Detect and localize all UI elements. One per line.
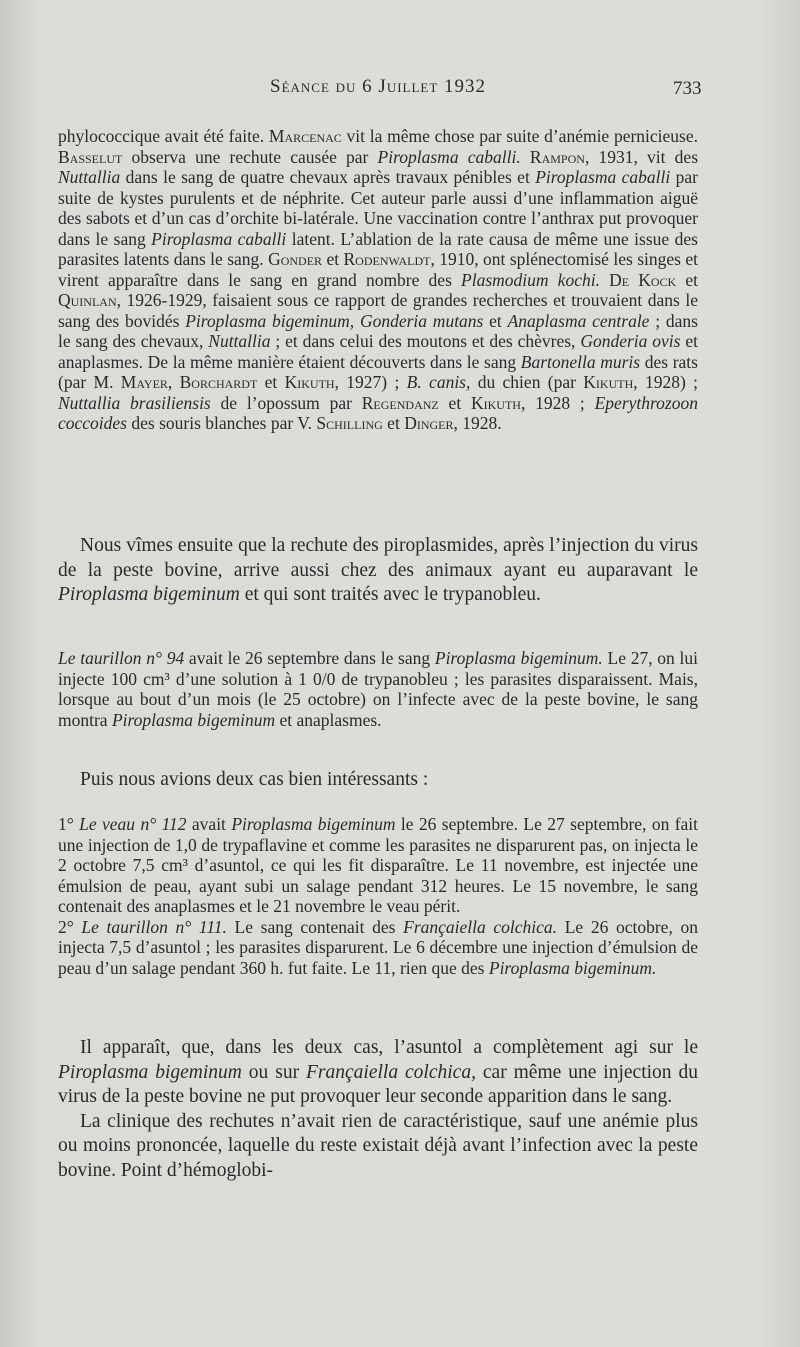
species-name: Piroplasma bigeminum. <box>434 648 603 668</box>
species-name: Nuttallia brasiliensis <box>58 392 211 413</box>
paragraph-clinique: La clinique des rechutes n’avait rien de caractéristique, sauf une anémie plus ou moins prononcée, laquelle du reste existait déjà avant l’infection avec la peste bovine. Point d’hémoglobi- <box>58 1110 698 1181</box>
case-label: Le taurillon n° 111. <box>81 916 227 937</box>
species-name: Piroplasma bigeminum <box>58 584 240 605</box>
paragraph-literature-review <box>58 126 698 434</box>
paragraph-text: phylococcique avait été faite. Marcenac vit la même chose par suite d’anémie pernicieuse. Basselut observa une rechute causée par Piroplasma caballi. Rampon, 1931, vit des Nuttallia dans le sang de quatre chevaux après travaux pénibles et Piroplasma caballi par suite de kystes purulents et de néphrite. Cet auteur parle aussi d’une inflammation aiguë des sabots et d’un cas d’orchite bi-latérale. Une vaccination contre l’anthrax put provoquer dans le sang Piroplasma caballi latent. L’ablation de la rate causa de même une issue des parasites latents dans le sang. Gonder et Rodenwaldt, 1910, ont splénectomisé les singes et virent apparaître dans le sang en grand nombre des Plasmodium kochi. De Kock et Quinlan, 1926-1929, faisaient sous ce rapport de grandes recherches et trouvaient dans le sang des bovidés Piroplasma bigeminum, Gonderia mutans et Anaplasma centrale ; dans le sang des chevaux, Nuttallia ; et dans celui des moutons et des chèvres, Gonderia ovis et anaplasmes. De la même manière étaient découverts dans le sang Bartonella muris des rats (par M. Mayer, Borchardt et Kikuth, 1927) ; B. canis, du chien (par Kikuth, 1928) ; Nuttallia brasiliensis de l’opossum par Regendanz et Kikuth, 1928 ; Eperythrozoon coccoides des souris blanches par V. Schilling et Dinger, 1928. <box>58 126 699 433</box>
species-name: Anaplasma centrale <box>507 310 650 331</box>
author-name: Rampon <box>529 146 585 167</box>
author-name: Borchardt <box>179 372 258 392</box>
paragraph-text: Puis nous avions deux cas bien intéressants : <box>80 769 429 790</box>
author-name: Kikuth <box>583 372 634 392</box>
running-title: Séance du 6 Juillet 1932 <box>270 76 487 97</box>
species-name: Piroplasma caballi <box>535 167 671 187</box>
paragraph-text: Le taurillon n° 94 avait le 26 septembre dans le sang Piroplasma bigeminum. Le 27, on lui injecte 100 cm³ d’une solution à 1 0/0 de trypanobleu ; les parasites disparaissent. Mais, lorsque au bout d’un mois (le 25 octobre) on l’infecte avec de la peste bovine, le sang montra Piroplasma bigeminum et anaplasmes. <box>58 648 699 730</box>
species-name: Piroplasma bigeminum <box>58 1061 242 1083</box>
species-name: Plasmodium kochi. <box>461 269 600 290</box>
author-name: Kikuth <box>470 392 521 413</box>
running-header <box>0 76 800 106</box>
species-name: Piroplasma bigeminum <box>111 709 276 730</box>
species-name: Françaiella colchica, <box>306 1061 476 1083</box>
conclusion-section <box>58 1036 698 1183</box>
species-name: Piroplasma caballi. <box>377 146 521 167</box>
species-name: Piroplasma bigeminum. <box>488 957 657 978</box>
species-name: Gonderia ovis <box>580 331 681 351</box>
species-name: Eperythrozoon coccoides <box>58 392 698 433</box>
paragraph-asuntol-conclusion: Il apparaît, que, dans les deux cas, l’asuntol a complètement agi sur le Piroplasma bigeminum ou sur Françaiella colchica, car même une injection du virus de la peste bovine ne put provoquer leur seconde apparition dans le sang. <box>58 1037 698 1107</box>
species-name: Nuttallia <box>58 167 121 187</box>
author-name: Kikuth <box>284 372 335 392</box>
author-name: Mayer <box>120 372 168 392</box>
author-name: Basselut <box>58 146 123 167</box>
species-name: B. canis, <box>406 372 471 392</box>
paragraph-relapse-intro <box>58 534 698 608</box>
species-name: Piroplasma caballi <box>151 228 287 249</box>
case-taurillon-111: 2° Le taurillon n° 111. Le sang contenait des Françaiella colchica. Le 26 octobre, on injecta 7,5 d’asuntol ; les parasites disparurent. Le 6 décembre une injection d’émulsion de peau d’un salage pendant 360 h. fut faite. Le 11, rien que des Piroplasma bigeminum. <box>58 916 698 978</box>
author-name: Rodenwaldt <box>343 249 431 269</box>
author-name: Dinger <box>404 413 454 433</box>
page-number: 733 <box>673 78 702 99</box>
case-veau-112: 1° Le veau n° 112 avait Piroplasma bigeminum le 26 septembre. Le 27 septembre, on fait une injection de 1,0 de trypaflavine et comme les parasites ne disparurent pas, on injecta le 2 octobre 7,5 cm³ d’asuntol, ce qui les fit disparaître. Le 11 novembre, est injectée une émulsion de peau, ayant subi un salage pendant 312 heures. Le 15 novembre, le sang contenait des anaplasmes et le 21 novembre le veau périt. <box>58 814 699 916</box>
species-name: Piroplasma bigeminum <box>231 814 396 834</box>
author-name: Gonder <box>268 249 323 269</box>
paragraph-taurillon-94 <box>58 648 698 730</box>
species-name: Nuttallia <box>208 331 271 351</box>
author-name: De Kock <box>609 269 677 290</box>
species-name: Piroplasma bigeminum, Gonderia mutans <box>185 310 484 331</box>
author-name: Schilling <box>316 413 383 433</box>
case-list <box>58 814 698 978</box>
author-name: Marcenac <box>268 126 342 146</box>
author-name: Regendanz <box>361 392 439 413</box>
case-label: Le veau n° 112 <box>79 814 187 834</box>
case-label: Le taurillon n° 94 <box>58 648 185 668</box>
author-name: Quinlan <box>58 290 117 310</box>
paragraph-two-cases-heading <box>58 768 698 793</box>
species-name: Bartonella muris <box>520 351 641 372</box>
paragraph-text: Nous vîmes ensuite que la rechute des piroplasmides, après l’injection du virus de la peste bovine, arrive aussi chez des animaux ayant eu auparavant le Piroplasma bigeminum et qui sont traités avec le trypanobleu. <box>58 535 698 605</box>
species-name: Françaiella colchica. <box>403 916 558 937</box>
